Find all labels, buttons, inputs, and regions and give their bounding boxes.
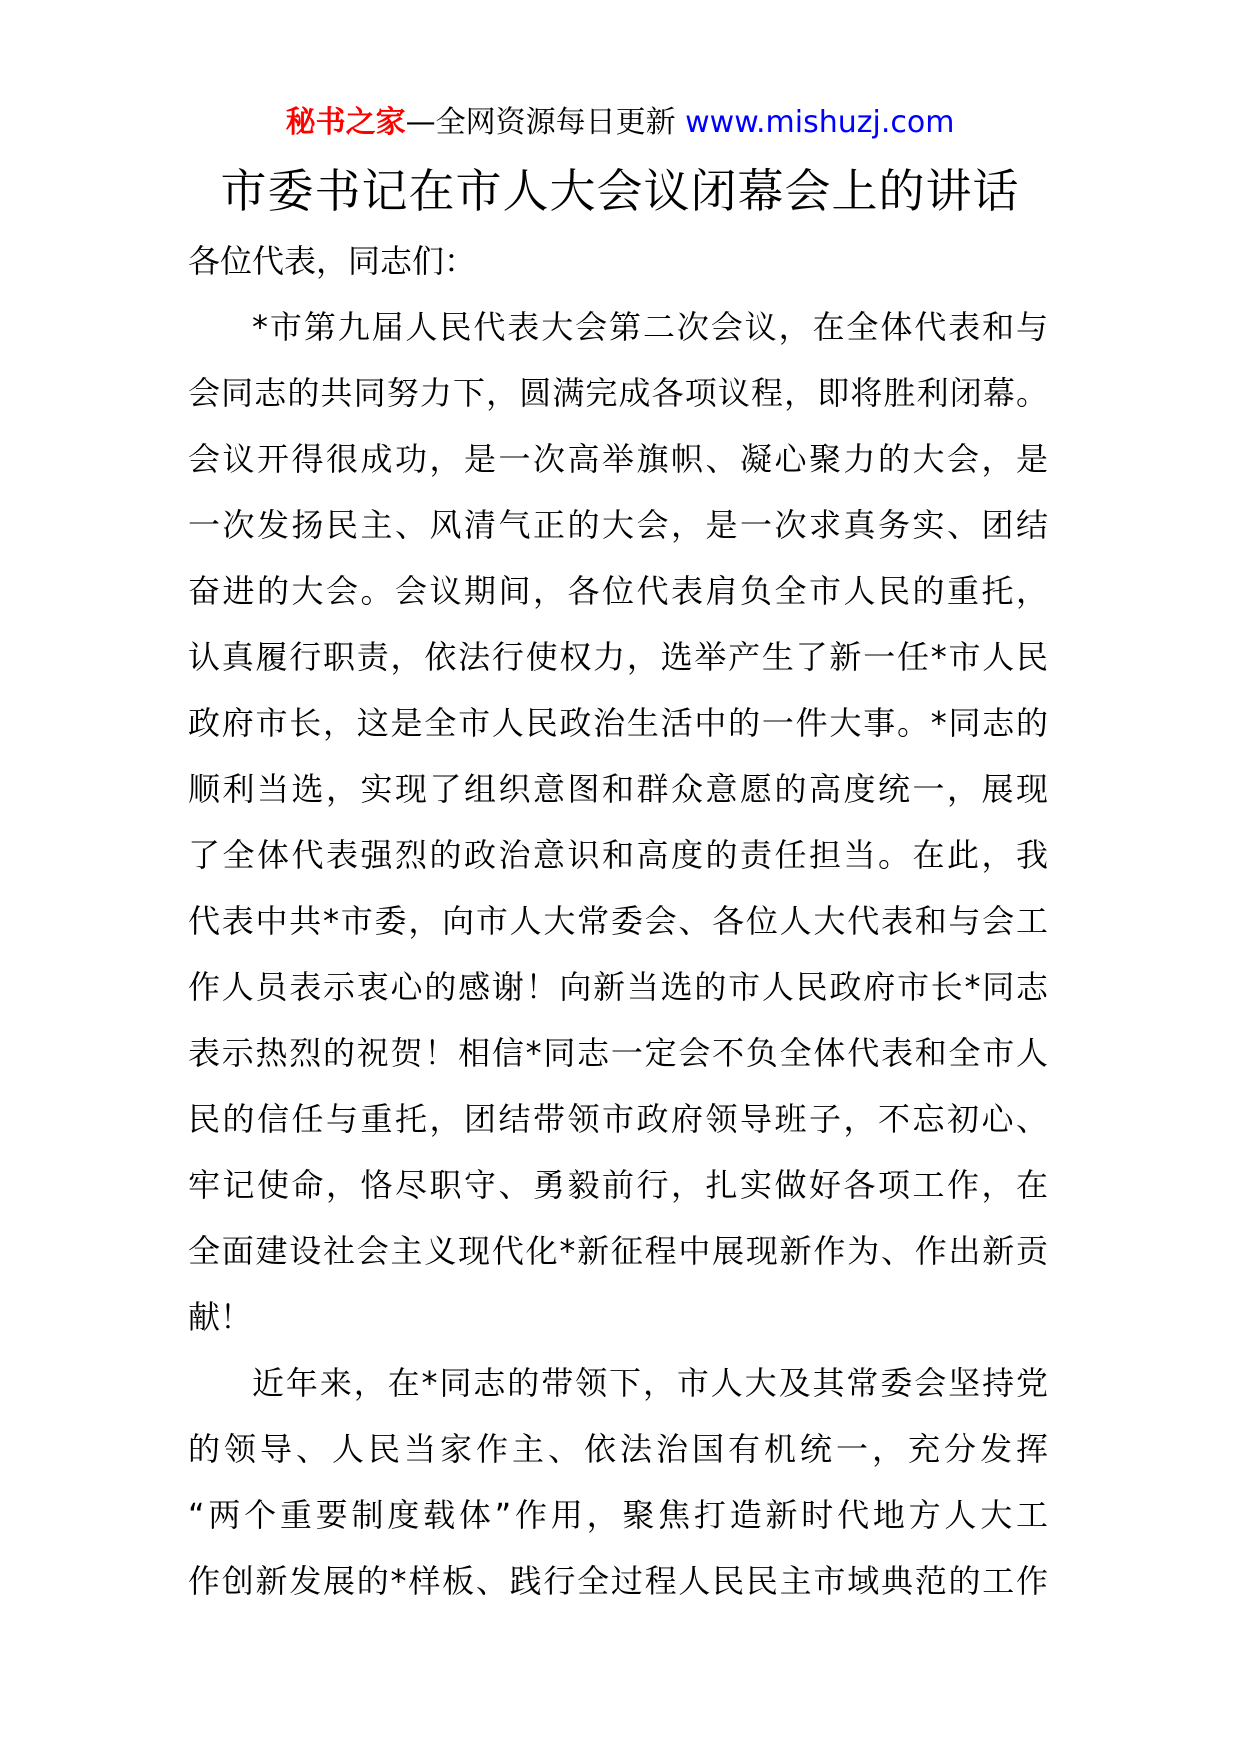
paragraph-line: 表示热烈的祝贺！相信*同志一定会不负全体代表和全市人 [188, 1034, 1048, 1072]
paragraph-line: 牢记使命，恪尽职守、勇毅前行，扎实做好各项工作，在 [188, 1166, 1048, 1204]
paragraph-line: 政府市长，这是全市人民政治生活中的一件大事。*同志的 [188, 704, 1048, 742]
document-title: 市委书记在市人大会议闭幕会上的讲话 [220, 164, 1020, 218]
paragraph-line: 民的信任与重托，团结带领市政府领导班子，不忘初心、 [188, 1100, 1048, 1138]
paragraph-line: 会同志的共同努力下，圆满完成各项议程，即将胜利闭幕。 [188, 374, 1048, 412]
paragraph-2 [188, 1350, 1048, 1614]
paragraph-1 [188, 294, 1048, 1350]
site-url-link[interactable]: www.mishuzj.com [685, 105, 955, 140]
paragraph-line: *市第九届人民代表大会第二次会议，在全体代表和与 [252, 308, 1048, 346]
paragraph-line: 献！ [188, 1298, 253, 1336]
paragraph-line: 近年来，在*同志的带领下，市人大及其常委会坚持党 [252, 1364, 1048, 1402]
site-header [0, 100, 1240, 146]
paragraph-line: 代表中共*市委，向市人大常委会、各位人大代表和与会工 [188, 902, 1048, 940]
salutation: 各位代表，同志们： [188, 242, 477, 280]
brand-name: 秘书之家 [285, 105, 406, 140]
paragraph-line: 了全体代表强烈的政治意识和高度的责任担当。在此，我 [188, 836, 1048, 874]
paragraph-line: 的领导、人民当家作主、依法治国有机统一，充分发挥 [188, 1430, 1048, 1468]
paragraph-line: 作人员表示衷心的感谢！向新当选的市人民政府市长*同志 [188, 968, 1048, 1006]
paragraph-line: 会议开得很成功，是一次高举旗帜、凝心聚力的大会，是 [188, 440, 1048, 478]
header-tagline: —全网资源每日更新 [405, 105, 676, 140]
paragraph-line: 认真履行职责，依法行使权力，选举产生了新一任*市人民 [188, 638, 1048, 676]
document-body [188, 228, 1048, 1614]
paragraph-line: 作创新发展的*样板、践行全过程人民民主市域典范的工作 [188, 1562, 1048, 1600]
paragraph-line: 顺利当选，实现了组织意图和群众意愿的高度统一，展现 [188, 770, 1048, 808]
paragraph-line: 全面建设社会主义现代化*新征程中展现新作为、作出新贡 [188, 1232, 1048, 1270]
paragraph-line: 奋进的大会。会议期间，各位代表肩负全市人民的重托， [188, 572, 1048, 610]
paragraph-line: 一次发扬民主、风清气正的大会，是一次求真务实、团结 [188, 506, 1048, 544]
paragraph-line: “两个重要制度载体”作用，聚焦打造新时代地方人大工 [188, 1496, 1048, 1534]
